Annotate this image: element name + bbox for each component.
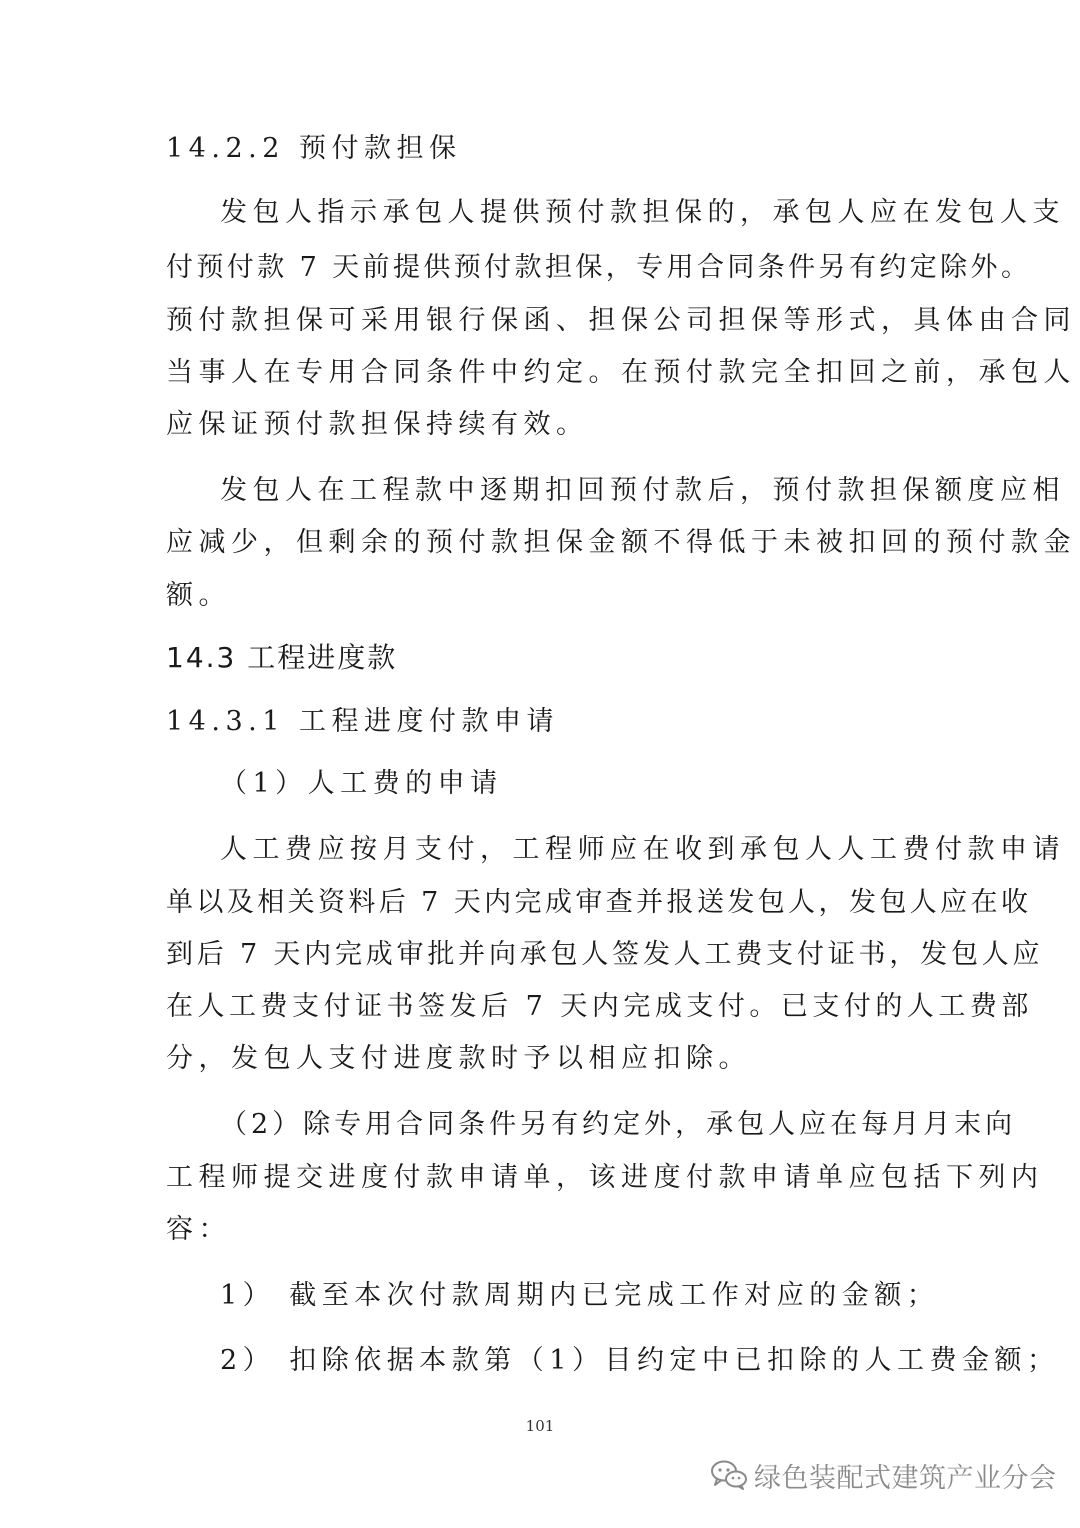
paragraph-line: 在人工费支付证书签发后 7 天内完成支付。已支付的人工费部 bbox=[166, 991, 1033, 1022]
paragraph-line: 工程师提交进度付款申请单，该进度付款申请单应包括下列内 bbox=[166, 1162, 1044, 1193]
paragraph-line: 发包人指示承包人提供预付款担保的，承包人应在发包人支 bbox=[220, 197, 1065, 228]
section-heading-14-3: 14.3 工程进度款 bbox=[166, 641, 398, 674]
paragraph-line: 分，发包人支付进度款时予以相应扣除。 bbox=[166, 1043, 751, 1074]
subheading-labor-cost: （1）人工费的申请 bbox=[220, 768, 503, 799]
paragraph-line: 应减少，但剩余的预付款担保金额不得低于未被扣回的预付款金 bbox=[166, 527, 1076, 558]
paragraph-line: 单以及相关资料后 7 天内完成审查并报送发包人，发包人应在收 bbox=[166, 887, 1032, 918]
paragraph-line: （2）除专用合同条件另有约定外，承包人应在每月月末向 bbox=[220, 1109, 1017, 1140]
paragraph-line: 预付款担保可采用银行保函、担保公司担保等形式，具体由合同 bbox=[166, 305, 1076, 336]
paragraph-line: 应保证预付款担保持续有效。 bbox=[166, 409, 589, 440]
paragraph-line: 容： bbox=[166, 1214, 231, 1245]
wechat-icon bbox=[710, 1459, 748, 1491]
watermark-text: 绿色装配式建筑产业分会 bbox=[754, 1462, 1057, 1494]
list-item: 1） 截至本次付款周期内已完成工作对应的金额； bbox=[220, 1280, 940, 1311]
paragraph-line: 额。 bbox=[166, 580, 231, 611]
paragraph-line: 付预付款 7 天前提供预付款担保，专用合同条件另有约定除外。 bbox=[166, 252, 1032, 283]
paragraph-line: 当事人在专用合同条件中约定。在预付款完全扣回之前，承包人 bbox=[166, 357, 1076, 388]
paragraph-line: 人工费应按月支付，工程师应在收到承包人人工费付款申请 bbox=[220, 834, 1065, 865]
section-heading-14-3-1: 14.3.1 工程进度付款申请 bbox=[166, 706, 559, 737]
list-item: 2） 扣除依据本款第（1）目约定中已扣除的人工费金额； bbox=[220, 1345, 1060, 1376]
page-number: 101 bbox=[525, 1417, 555, 1435]
watermark bbox=[710, 1455, 1057, 1495]
section-heading-14-2-2: 14.2.2 预付款担保 bbox=[166, 133, 462, 164]
paragraph-line: 发包人在工程款中逐期扣回预付款后，预付款担保额度应相 bbox=[220, 475, 1065, 506]
paragraph-line: 到后 7 天内完成审批并向承包人签发人工费支付证书，发包人应 bbox=[166, 939, 1044, 970]
